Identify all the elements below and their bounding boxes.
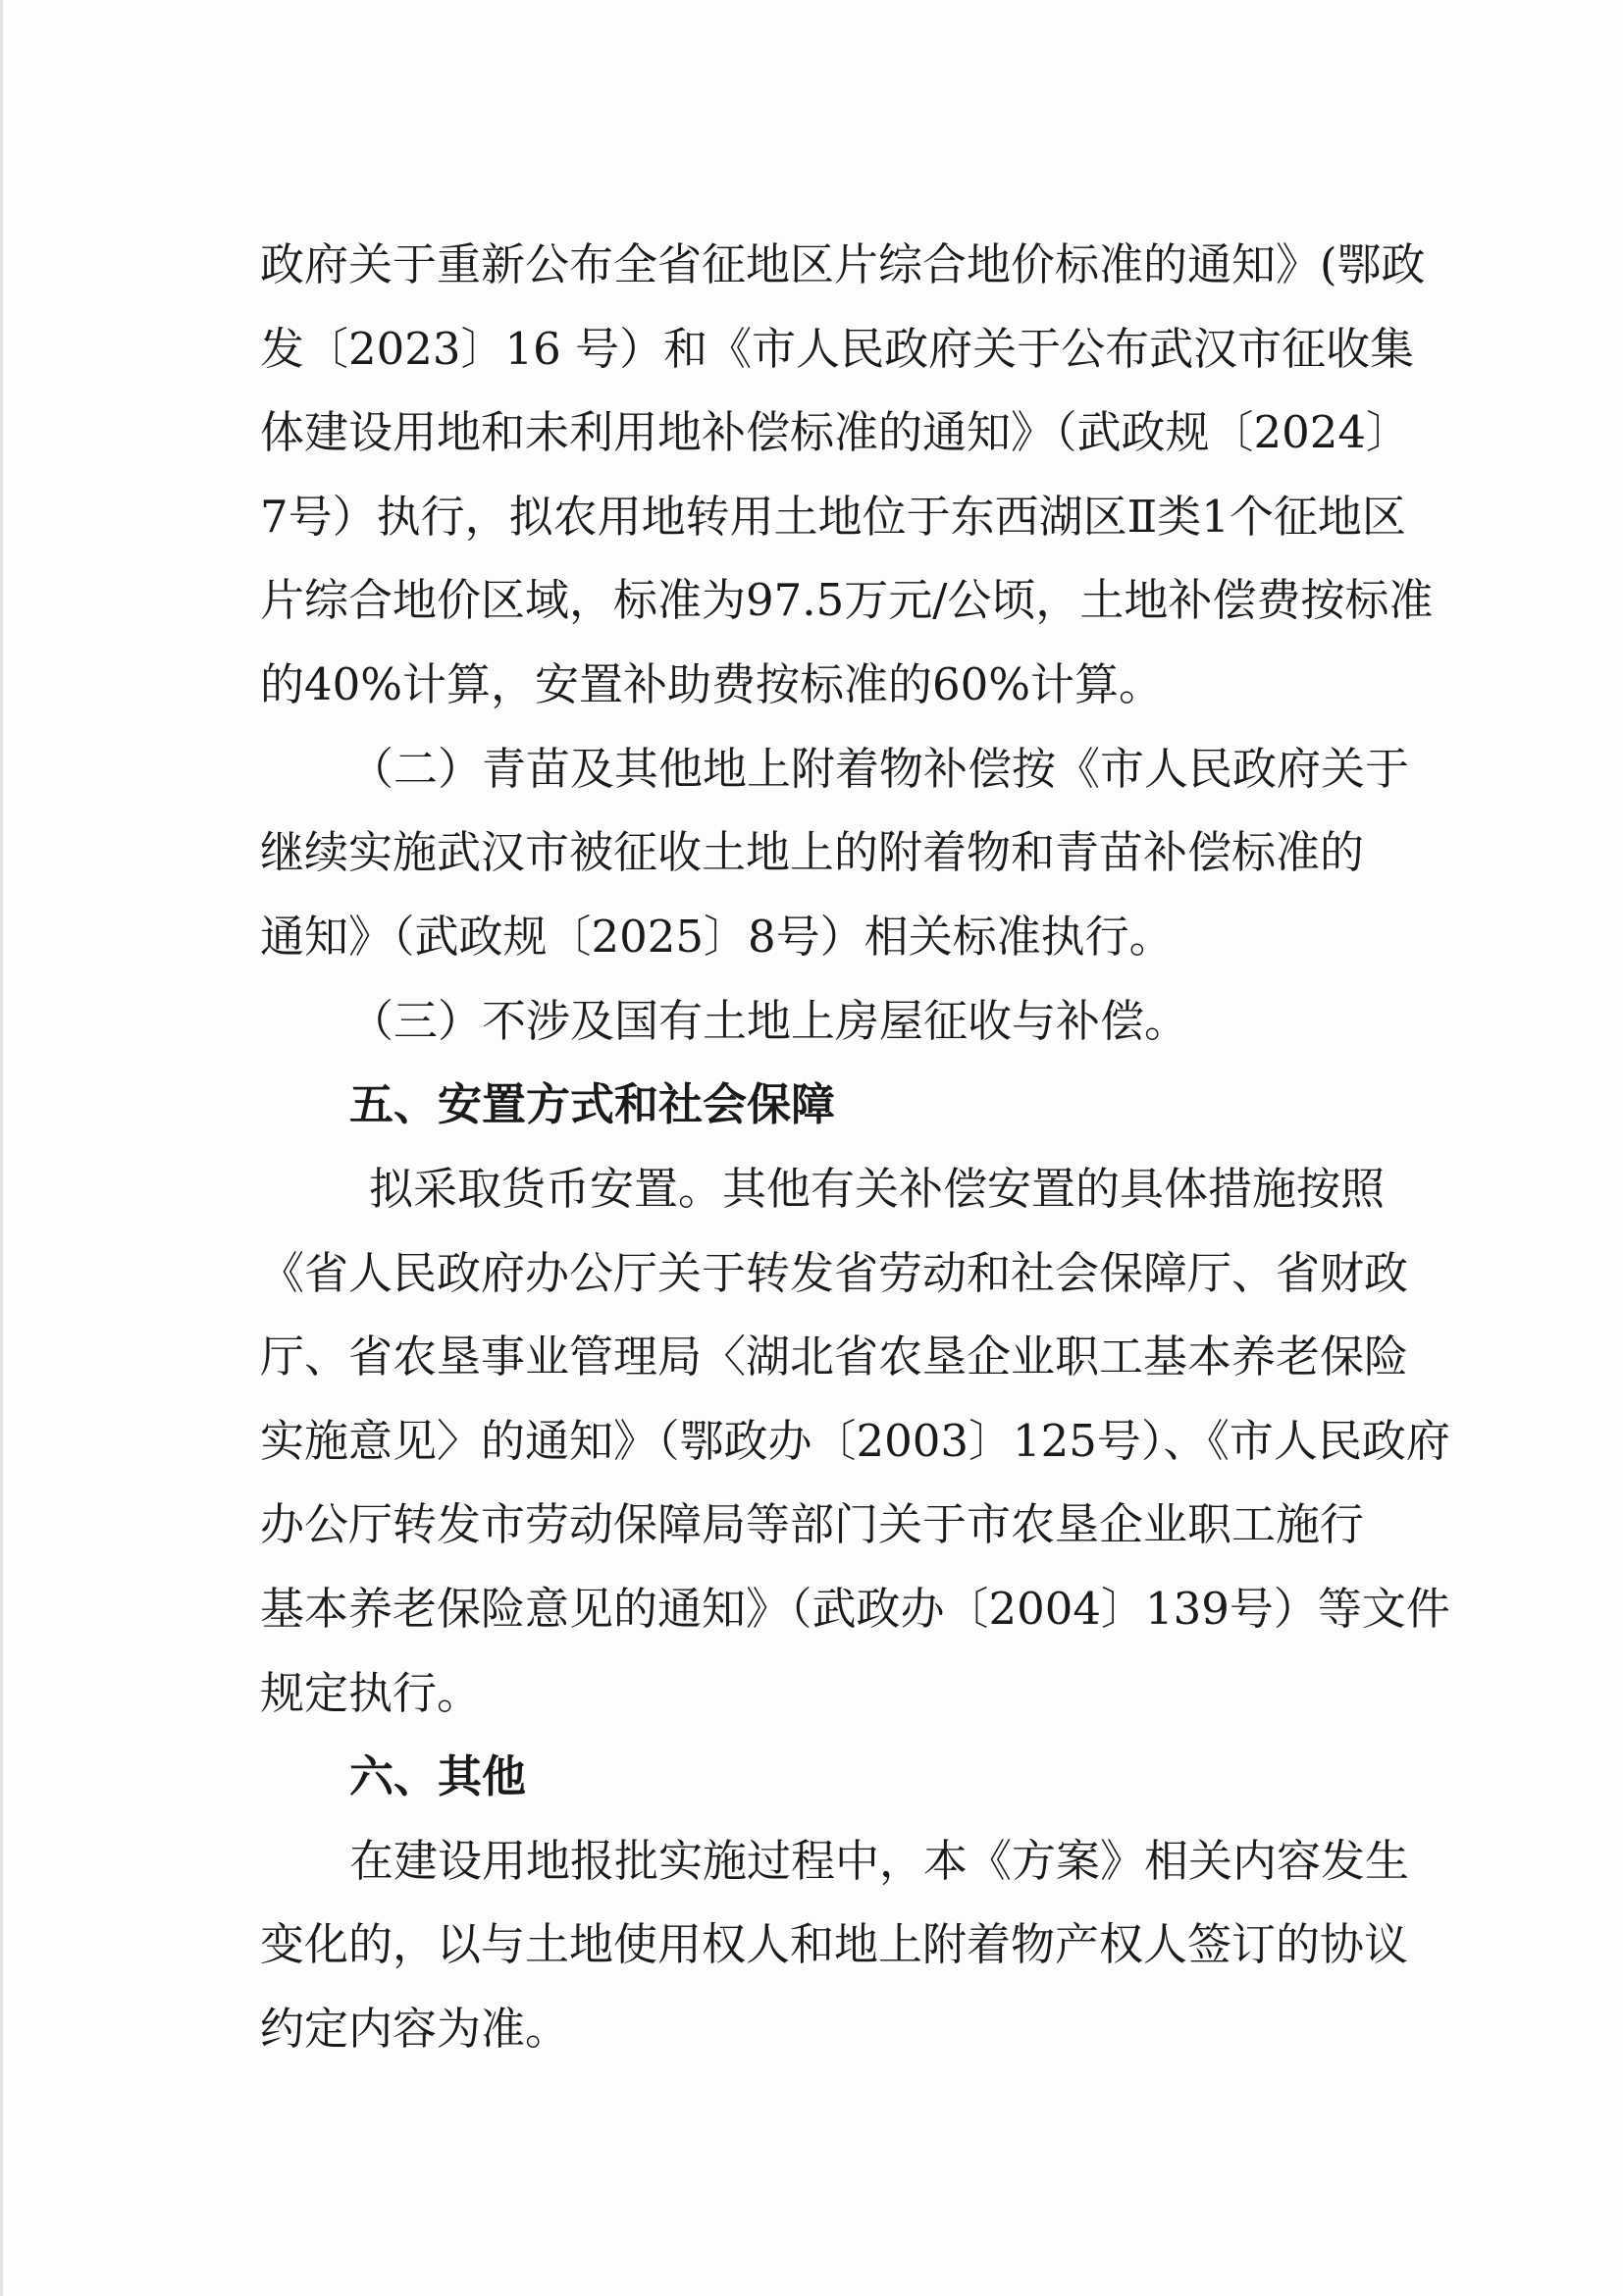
text-line: 实施意见〉的通知》（鄂政办〔2003〕125号）、《市人民政府: [260, 1415, 1450, 1467]
text-line: 规定执行。: [260, 1667, 482, 1719]
text-line: 通知》（武政规〔2025〕8号）相关标准执行。: [260, 911, 1174, 963]
text-line: 体建设用地和未利用地补偿标准的通知》（武政规〔2024〕: [260, 406, 1411, 458]
text-line: 拟采取货币安置。其他有关补偿安置的具体措施按照: [369, 1163, 1386, 1215]
text-line: 政府关于重新公布全省征地区片综合地价标准的通知》(鄂政: [260, 238, 1426, 290]
text-line: （三）不涉及国有土地上房屋征收与补偿。: [349, 995, 1189, 1047]
text-line: 的40%计算，安置补助费按标准的60%计算。: [260, 658, 1164, 710]
text-line: 继续实施武汉市被征收土地上的附着物和青苗补偿标准的: [260, 826, 1365, 878]
text-line: 发〔2023〕16 号）和《市人民政府关于公布武汉市征收集: [260, 323, 1415, 375]
text-line: 约定内容为准。: [260, 2003, 570, 2055]
text-line: 片综合地价区域，标准为97.5万元/公顷，土地补偿费按标准: [260, 574, 1434, 626]
section-heading-other: 六、其他: [349, 1750, 527, 1802]
text-line: 办公厅转发市劳动保障局等部门关于市农垦企业职工施行: [260, 1498, 1365, 1550]
text-line: 变化的，以与土地使用权人和地上附着物产权人签订的协议: [260, 1918, 1409, 1970]
text-line: （二）青苗及其他地上附着物补偿按《市人民政府关于: [349, 743, 1410, 795]
text-line: 《省人民政府办公厅关于转发省劳动和社会保障厅、省财政: [260, 1247, 1409, 1299]
section-heading-resettlement: 五、安置方式和社会保障: [349, 1078, 836, 1130]
text-line: 在建设用地报批实施过程中，本《方案》相关内容发生: [349, 1835, 1410, 1887]
scan-edge: [0, 0, 3, 2296]
text-line: 厅、省农垦事业管理局〈湖北省农垦企业职工基本养老保险: [260, 1331, 1409, 1383]
text-line: 基本养老保险意见的通知》（武政办〔2004〕139号）等文件: [260, 1583, 1450, 1635]
text-line: 7号）执行，拟农用地转用土地位于东西湖区Ⅱ类1个征地区: [260, 491, 1406, 543]
